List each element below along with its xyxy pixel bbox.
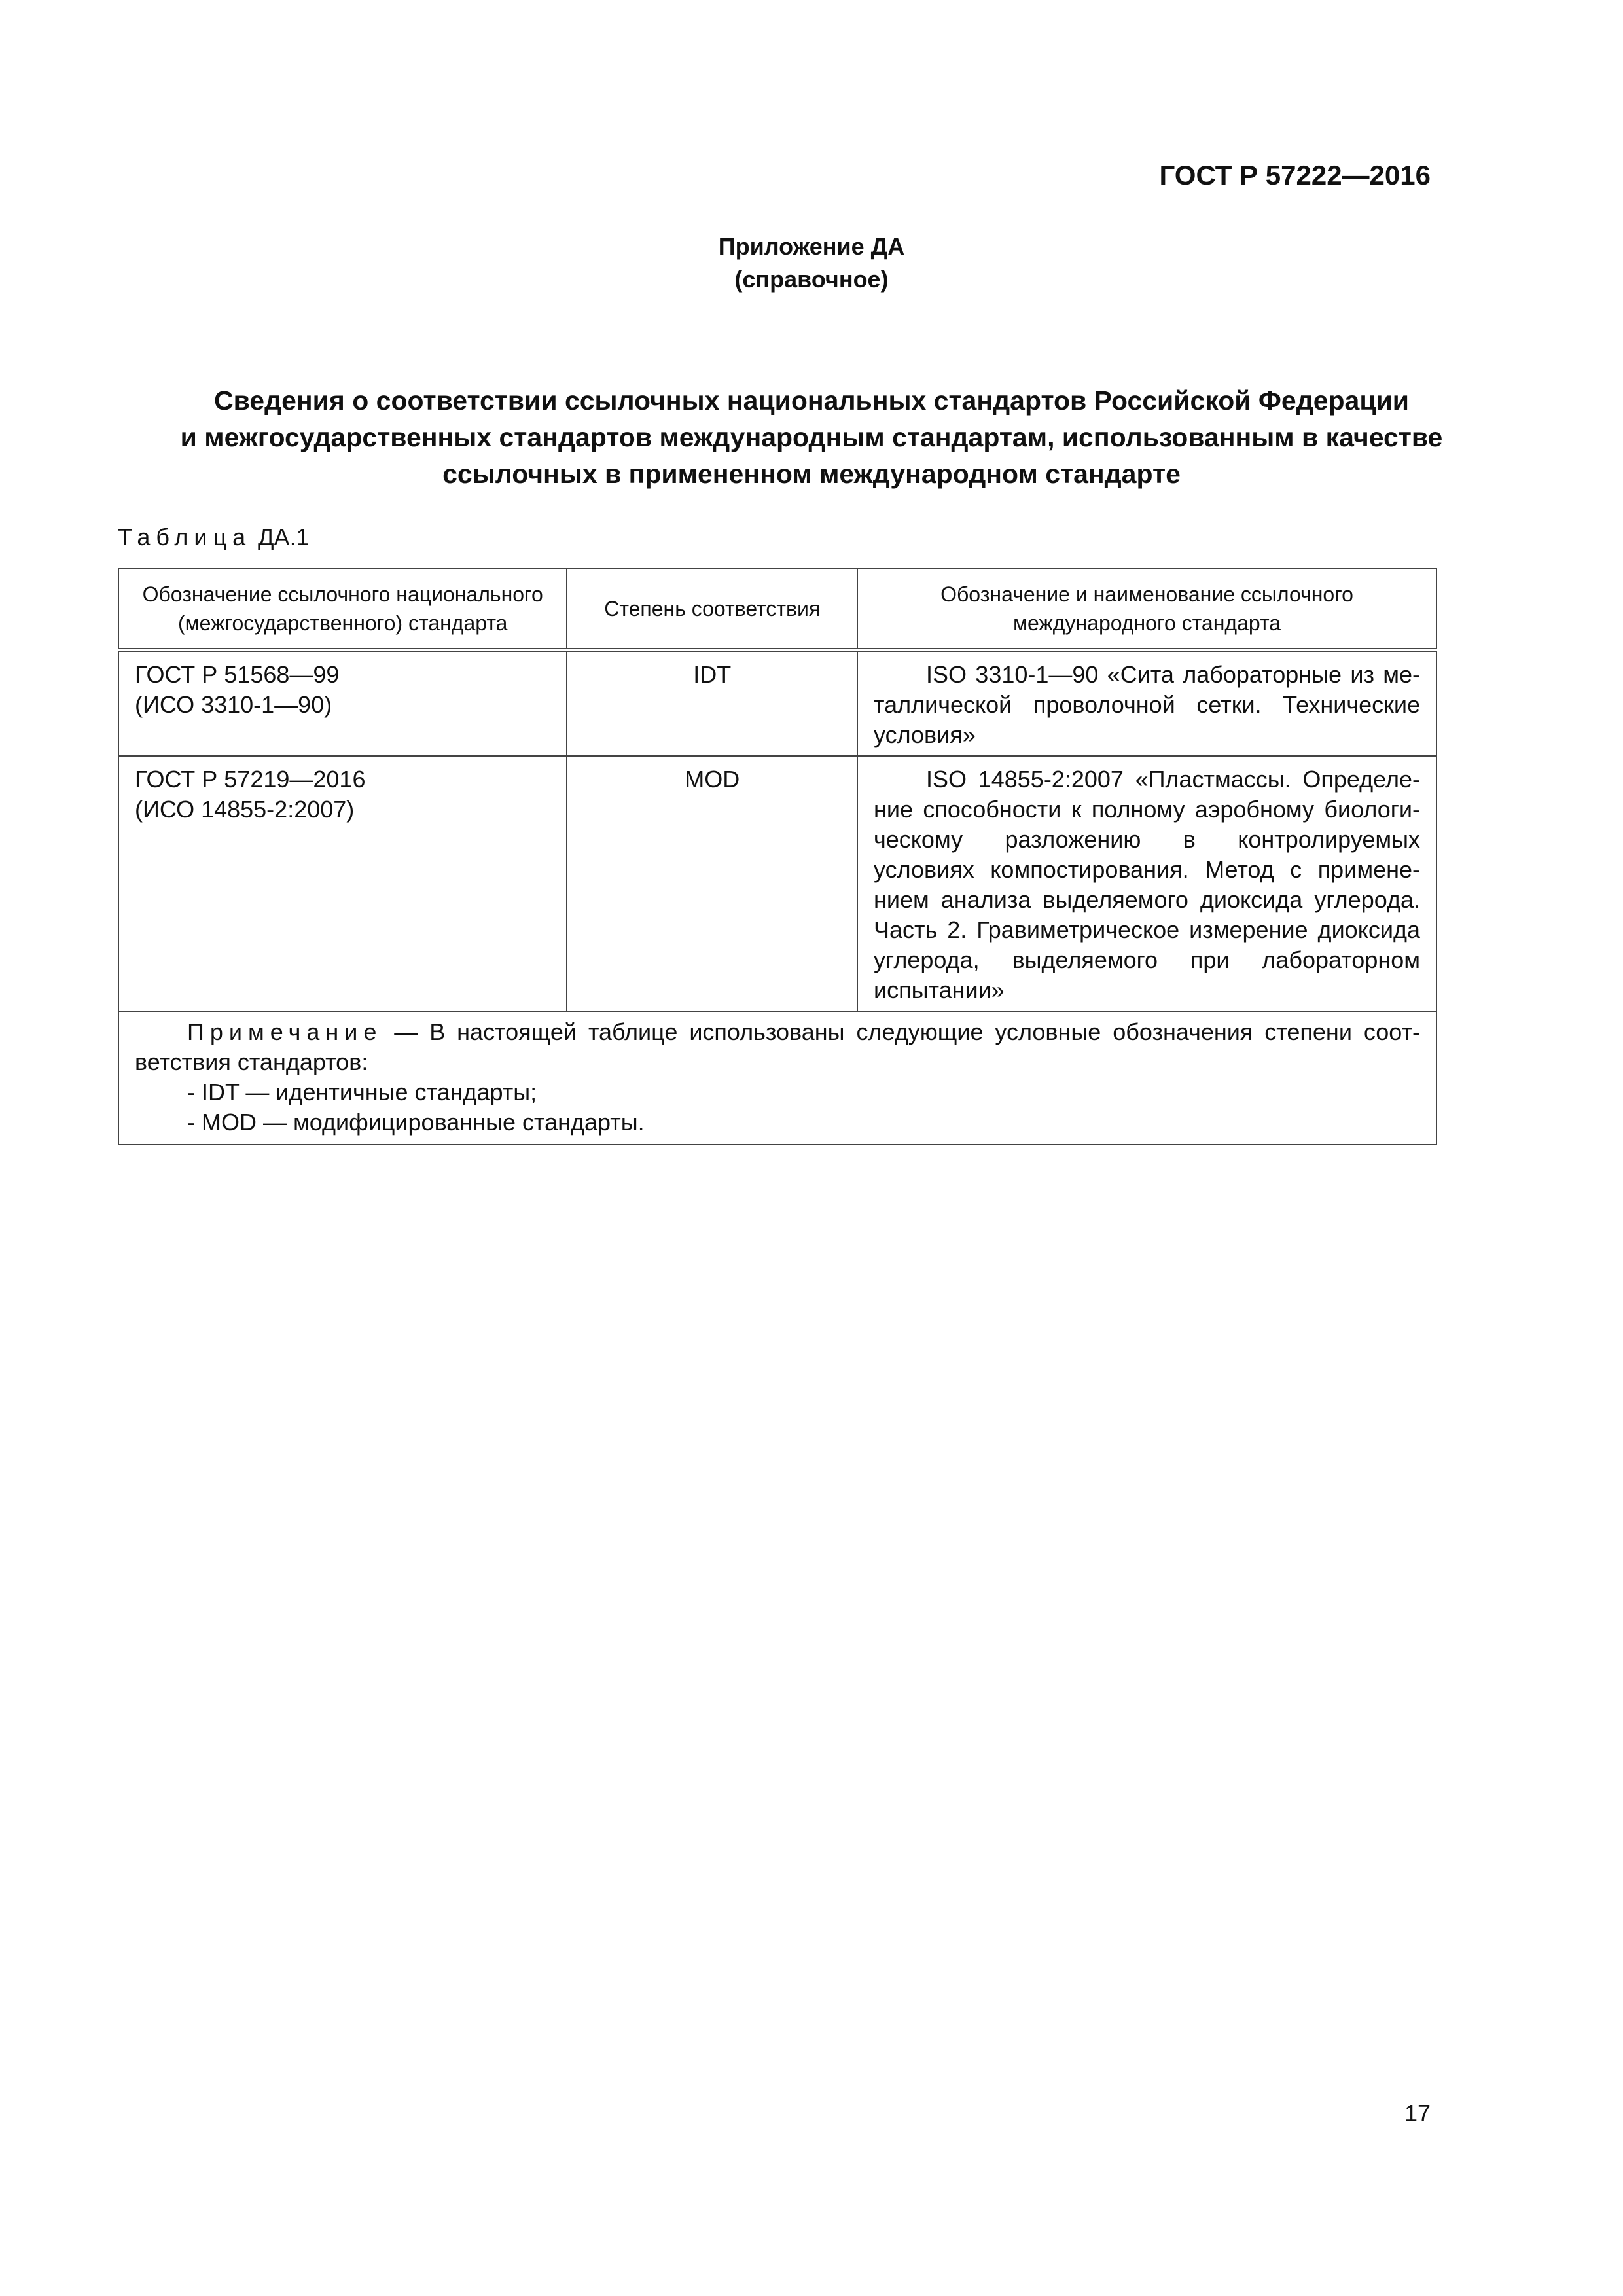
main-title-line-3: ссылочных в примененном международном стандарте bbox=[442, 459, 1181, 489]
degree-cell: IDT bbox=[567, 650, 857, 756]
national-standard-code: ГОСТ Р 51568—99 bbox=[135, 661, 340, 688]
page-number: 17 bbox=[1404, 2100, 1431, 2126]
international-standard-cell: ISO 3310-1—90 «Сита лабораторные из металлической проволочной сетки. Технические условия» bbox=[857, 650, 1436, 756]
note-item-mod: - MOD — модифицированные стандарты. bbox=[187, 1109, 645, 1136]
table-row bbox=[118, 650, 1436, 756]
national-standard-cell bbox=[118, 650, 567, 756]
degree-cell: MOD bbox=[567, 756, 857, 1011]
international-standard-cell: ISO 14855-2:2007 «Пластмассы. Определение способности к полному аэробному биологическому разложению в контролируемых условиях компостирования. Метод с применением анализа выделяемого диоксида углерода. Часть 2. Гравиметрическое измерение диоксида углерода, выделяемого при лабораторном испытании» bbox=[857, 756, 1436, 1011]
note-item-idt: - IDT — идентичные стандарты; bbox=[187, 1079, 537, 1105]
header-col1-line-1: Обозначение ссылочного национального bbox=[142, 583, 543, 606]
appendix-heading bbox=[0, 230, 1623, 296]
standards-table bbox=[118, 568, 1437, 1145]
header-col1-line-2: (межгосударственного) стандарта bbox=[177, 611, 508, 635]
main-title-line-1: Сведения о соответствии ссылочных национальных стандартов Российской Федерации bbox=[214, 386, 1409, 416]
national-standard-iso-ref: (ИСО 14855-2:2007) bbox=[135, 796, 355, 823]
note-text: — В настоящей таблице использованы следующие условные обозначения степени соответствия стандартов: bbox=[135, 1018, 1420, 1075]
main-title-line-2: и межгосударственных стандартов международным стандартам, использованным в качестве bbox=[180, 422, 1443, 452]
document-code: ГОСТ Р 57222—2016 bbox=[1159, 160, 1431, 190]
main-title bbox=[0, 382, 1623, 492]
table-note-row bbox=[118, 1011, 1436, 1145]
table-row bbox=[118, 756, 1436, 1011]
table-header-row bbox=[118, 569, 1436, 650]
national-standard-cell bbox=[118, 756, 567, 1011]
header-degree: Степень соответствия bbox=[567, 569, 857, 650]
note-intro bbox=[135, 1017, 1420, 1077]
note-label: Примечание bbox=[187, 1018, 383, 1045]
header-col3-line-1: Обозначение и наименование ссылочного bbox=[940, 583, 1353, 606]
appendix-subtitle: (справочное) bbox=[734, 266, 889, 293]
header-col3-line-2: международного стандарта bbox=[1012, 611, 1281, 635]
header-international-standard bbox=[857, 569, 1436, 650]
header-national-standard bbox=[118, 569, 567, 650]
national-standard-code: ГОСТ Р 57219—2016 bbox=[135, 766, 366, 793]
table-label-word: Таблица bbox=[118, 524, 252, 550]
table-label-number: ДА.1 bbox=[258, 524, 310, 550]
appendix-title: Приложение ДА bbox=[718, 233, 905, 260]
national-standard-iso-ref: (ИСО 3310-1—90) bbox=[135, 691, 332, 718]
table-note bbox=[118, 1011, 1436, 1145]
table-label bbox=[118, 524, 310, 551]
